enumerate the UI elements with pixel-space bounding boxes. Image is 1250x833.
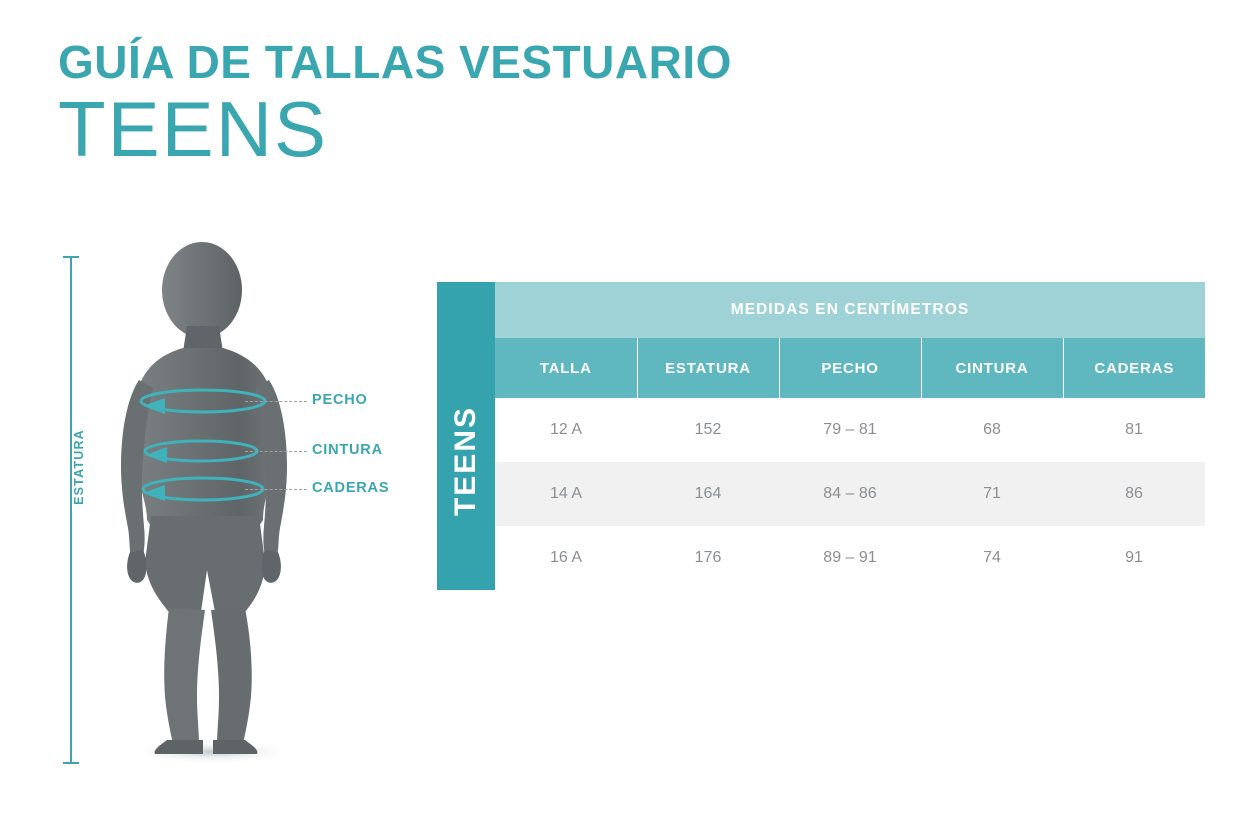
table-row: [437, 462, 1205, 526]
cell-caderas: 91: [1063, 526, 1205, 590]
cell-pecho: 84 – 86: [779, 462, 921, 526]
table-row: [437, 526, 1205, 590]
estatura-cap-bottom: [63, 762, 79, 764]
cell-pecho: 89 – 91: [779, 526, 921, 590]
cell-caderas: 86: [1063, 462, 1205, 526]
side-label-spacer: [437, 282, 495, 338]
column-header-caderas: CADERAS: [1063, 338, 1205, 398]
cell-caderas: 81: [1063, 398, 1205, 462]
callout-label-cintura: CINTURA: [312, 442, 383, 458]
size-table: [437, 282, 1205, 590]
table-row: [437, 398, 1205, 462]
cell-cintura: 71: [921, 462, 1063, 526]
cell-cintura: 68: [921, 398, 1063, 462]
leader-line-caderas: [245, 489, 307, 490]
callout-label-pecho: PECHO: [312, 392, 368, 408]
size-table-wrap: [437, 282, 1205, 590]
page-title: GUÍA DE TALLAS VESTUARIO: [58, 36, 732, 88]
side-label-teens: [437, 338, 495, 590]
cell-estatura: 176: [637, 526, 779, 590]
side-label-text: TEENS: [449, 406, 482, 517]
cell-talla: 12 A: [495, 398, 637, 462]
table-banner: MEDIDAS EN CENTÍMETROS: [495, 282, 1205, 338]
cell-pecho: 79 – 81: [779, 398, 921, 462]
cell-estatura: 164: [637, 462, 779, 526]
leader-line-pecho: [245, 401, 307, 402]
estatura-cap-top: [63, 256, 79, 258]
cell-talla: 16 A: [495, 526, 637, 590]
page-title-block: [58, 36, 732, 174]
mannequin-illustration: [95, 240, 355, 770]
estatura-label: ESTATURA: [72, 429, 86, 505]
column-header-estatura: ESTATURA: [637, 338, 779, 398]
table-banner-row: [437, 282, 1205, 338]
cell-talla: 14 A: [495, 462, 637, 526]
column-header-cintura: CINTURA: [921, 338, 1063, 398]
table-header-row: [437, 338, 1205, 398]
cell-estatura: 152: [637, 398, 779, 462]
callout-label-caderas: CADERAS: [312, 480, 390, 496]
page-subtitle: TEENS: [58, 85, 329, 174]
column-header-pecho: PECHO: [779, 338, 921, 398]
mannequin-figure-area: [40, 240, 460, 780]
leader-line-cintura: [245, 451, 307, 452]
column-header-talla: TALLA: [495, 338, 637, 398]
cell-cintura: 74: [921, 526, 1063, 590]
